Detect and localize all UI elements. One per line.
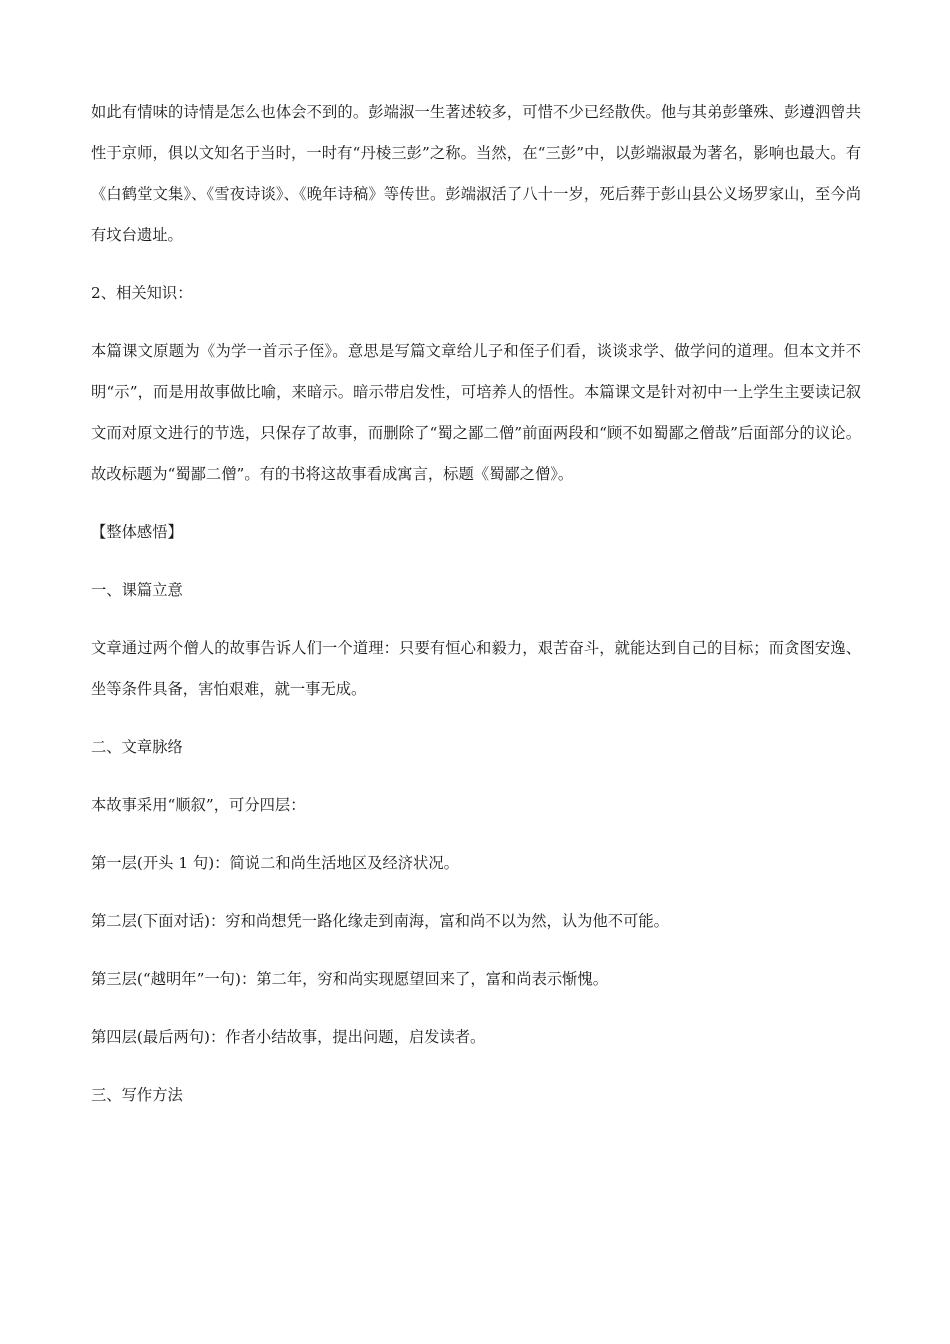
paragraph-original-title: 本篇课文原题为《为学一首示子侄》。意思是写篇文章给儿子和侄子们看，谈谈求学、做学问的道理。但本文并不明“示”，而是用故事做比喻，来暗示。暗示带启发性，可培养人的悟性。本篇课文是针对初中一上学生主要读记叙文而对原文进行的节选，只保存了故事，而删除了“蜀之鄙二僧”前面两段和“顾不如蜀鄙之僧哉”后面部分的议论。故改标题为“蜀鄙二僧”。有的书将这故事看成寓言，标题《蜀鄙之僧》。 [91, 342, 861, 483]
paragraph-layer-4: 第四层(最后两句)：作者小结故事，提出问题，启发读者。 [91, 1028, 486, 1046]
paragraph-peng-duanshu-bio: 如此有情味的诗情是怎么也体会不到的。彭端淑一生著述较多，可惜不少已经散佚。他与其弟彭肇殊、彭遵泗曾共性于京师，俱以文知名于当时，一时有“丹棱三彭”之称。当然，在“三彭”中，以彭端淑最为著名，影响也最大。有《白鹤堂文集》、《雪夜诗谈》、《晚年诗稿》等传世。彭端淑活了八十一岁，死后葬于彭山县公义场罗家山，至今尚有坟台遗址。 [91, 103, 861, 244]
heading-writing-method: 三、写作方法 [91, 1086, 183, 1104]
paragraph-narrative-order: 本故事采用“顺叙”，可分四层： [91, 796, 306, 814]
heading-overall-perception: 【整体感悟】 [91, 523, 183, 541]
heading-structure: 二、文章脉络 [91, 738, 183, 756]
document-page [91, 92, 861, 1116]
paragraph-layer-1: 第一层(开头 1 句)：简说二和尚生活地区及经济状况。 [91, 854, 459, 872]
heading-related-knowledge: 2、相关知识： [91, 284, 193, 302]
heading-theme: 一、课篇立意 [91, 581, 183, 599]
paragraph-theme: 文章通过两个僧人的故事告诉人们一个道理：只要有恒心和毅力，艰苦奋斗，就能达到自己的目标；而贪图安逸、坐等条件具备，害怕艰难，就一事无成。 [91, 639, 861, 698]
paragraph-layer-2: 第二层(下面对话)：穷和尚想凭一路化缘走到南海，富和尚不以为然，认为他不可能。 [91, 912, 669, 930]
paragraph-layer-3: 第三层(“越明年”一句)：第二年，穷和尚实现愿望回来了，富和尚表示惭愧。 [91, 970, 609, 988]
